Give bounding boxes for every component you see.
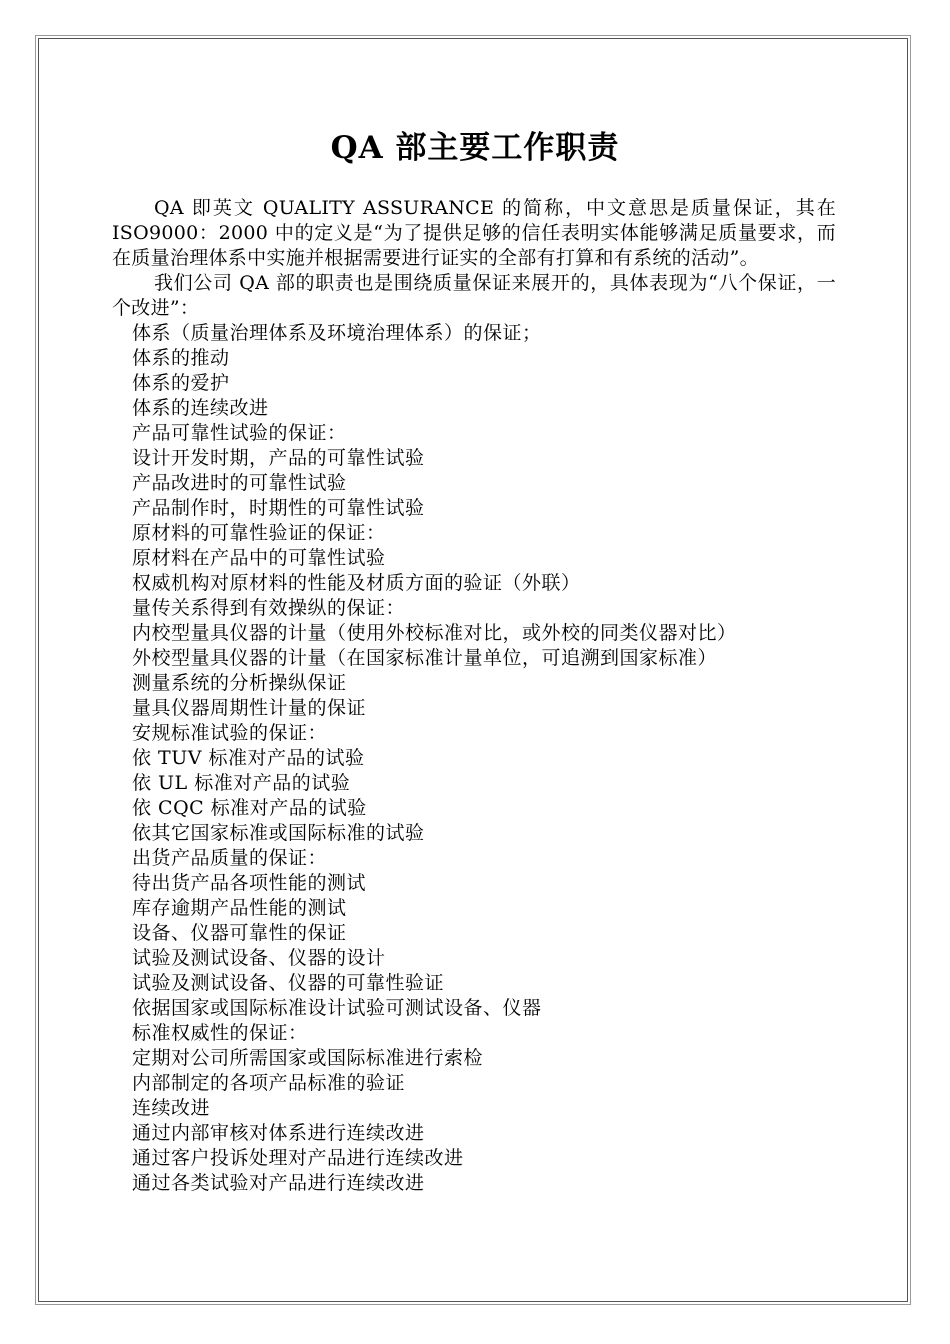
list-item: 测量系统的分析操纵保证 <box>132 672 347 694</box>
list-item: 内部制定的各项产品标准的验证 <box>132 1072 406 1094</box>
list-item: 待出货产品各项性能的测试 <box>132 872 367 894</box>
list-item: 依其它国家标准或国际标准的试验 <box>132 822 425 844</box>
list-item: 产品制作时，时期性的可靠性试验 <box>132 497 425 519</box>
list-item: 连续改进 <box>132 1097 211 1119</box>
list-item: 通过各类试验对产品进行连续改进 <box>132 1172 425 1194</box>
list-item: 量具仪器周期性计量的保证 <box>132 697 367 719</box>
document-body <box>112 196 836 1196</box>
list-item: 外校型量具仪器的计量（在国家标准计量单位，可追溯到国家标准） <box>132 647 718 669</box>
document-title: QA 部主要工作职责 <box>330 130 620 166</box>
list-item: 通过内部审核对体系进行连续改进 <box>132 1122 425 1144</box>
list-item: 试验及测试设备、仪器的可靠性验证 <box>132 972 445 994</box>
list-item: 依据国家或国际标准设计试验可测试设备、仪器 <box>132 997 542 1019</box>
list-item: 权威机构对原材料的性能及材质方面的验证（外联） <box>132 572 581 594</box>
list-item: 标准权威性的保证： <box>132 1022 308 1044</box>
list-item: 通过客户投诉处理对产品进行连续改进 <box>132 1147 464 1169</box>
list-item: 体系的推动 <box>132 347 230 369</box>
list-item: 试验及测试设备、仪器的设计 <box>132 947 386 969</box>
list-item: 体系的爱护 <box>132 372 230 394</box>
list-item: 原材料在产品中的可靠性试验 <box>132 547 386 569</box>
list-item: 设计开发时期，产品的可靠性试验 <box>132 447 425 469</box>
list-item: 安规标准试验的保证： <box>132 722 328 744</box>
list-item: 产品可靠性试验的保证： <box>132 422 347 444</box>
list-item: 依 CQC 标准对产品的试验 <box>132 797 367 819</box>
list-item: 出货产品质量的保证： <box>132 847 328 869</box>
list-item: 设备、仪器可靠性的保证 <box>132 922 347 944</box>
list-item: 依 UL 标准对产品的试验 <box>132 772 351 794</box>
list-item: 量传关系得到有效操纵的保证： <box>132 597 406 619</box>
list-item: 原材料的可靠性验证的保证： <box>132 522 386 544</box>
responsibility-list <box>112 321 836 1196</box>
list-item: 产品改进时的可靠性试验 <box>132 472 347 494</box>
list-item: 体系的连续改进 <box>132 397 269 419</box>
list-item: 体系（质量治理体系及环境治理体系）的保证； <box>132 322 542 344</box>
list-item: 定期对公司所需国家或国际标准进行索检 <box>132 1047 484 1069</box>
intro-paragraph: QA 即英文 QUALITY ASSURANCE 的简称，中文意思是质量保证，其在 ISO9000：2000 中的定义是“为了提供足够的信任表明实体能够满足质量要求，而在质量治理体系中实施并根据需要进行证实的全部有打算和有系统的活动”。 <box>112 197 836 269</box>
list-item: 库存逾期产品性能的测试 <box>132 897 347 919</box>
responsibility-paragraph: 我们公司 QA 部的职责也是围绕质量保证来展开的，具体表现为“八个保证，一个改进”： <box>112 272 836 319</box>
list-item: 内校型量具仪器的计量（使用外校标准对比，或外校的同类仪器对比） <box>132 622 737 644</box>
list-item: 依 TUV 标准对产品的试验 <box>132 747 365 769</box>
